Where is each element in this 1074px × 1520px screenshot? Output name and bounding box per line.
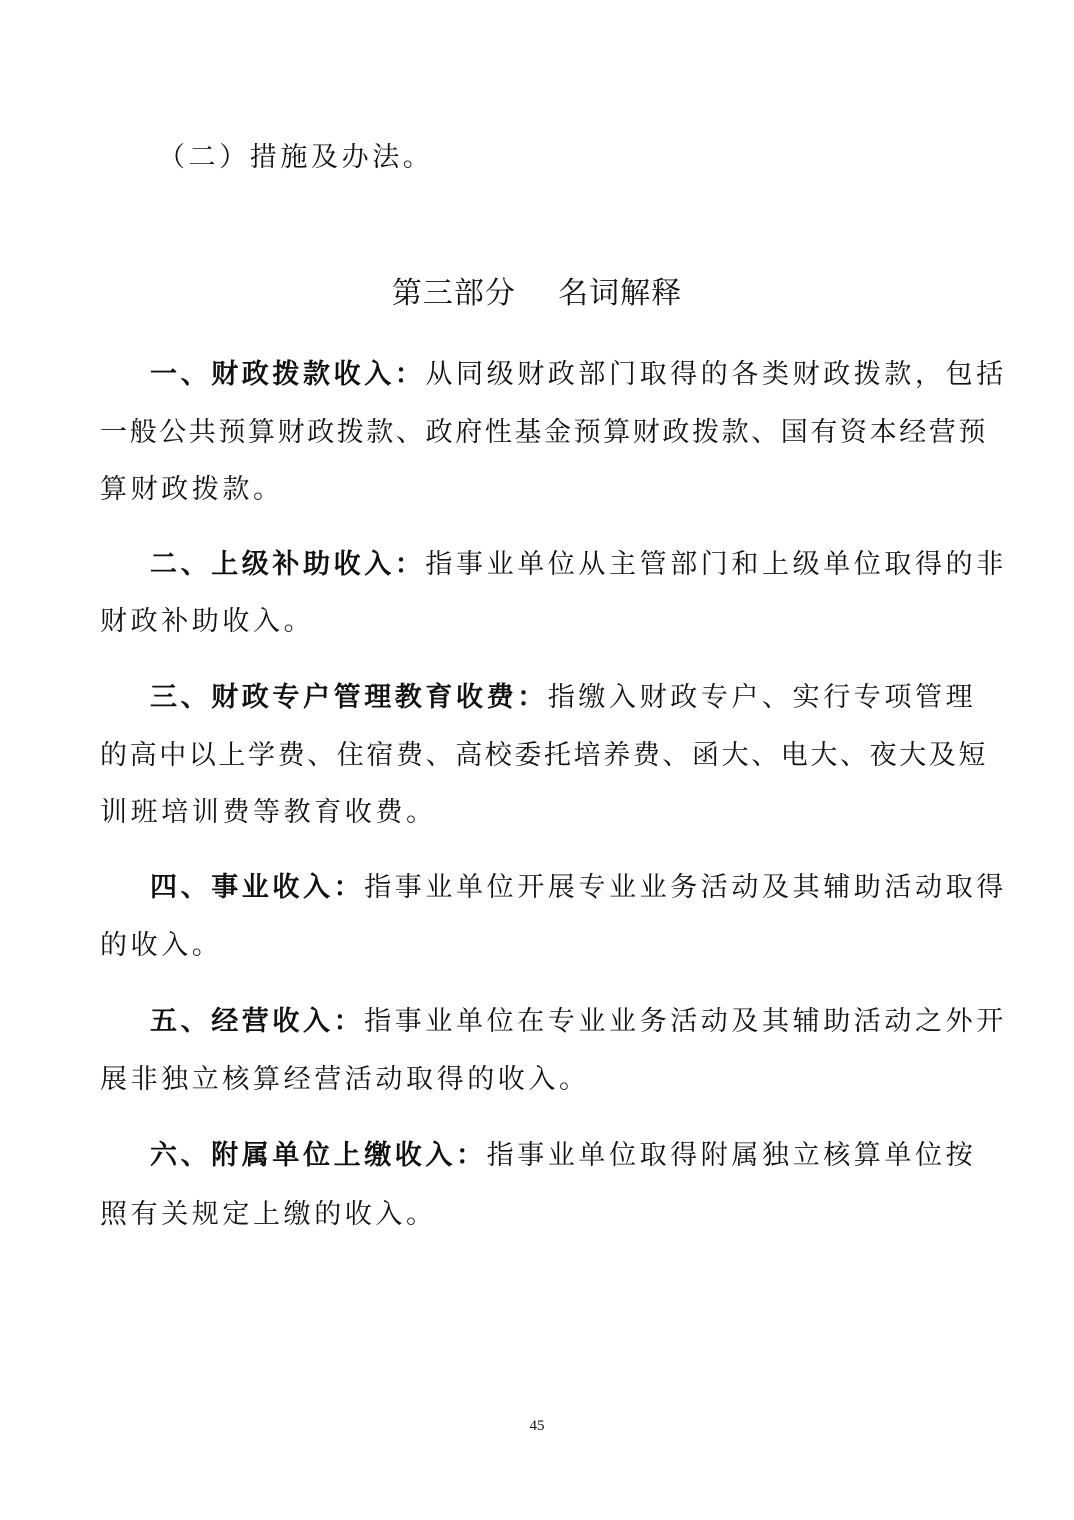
definition-text: 指事业单位开展专业业务活动及其辅助活动取得 (364, 872, 1007, 903)
subheading: （二）措施及办法。 (158, 142, 434, 173)
definition-text: 指事业单位取得附属独立核算单位按 (486, 1140, 977, 1171)
definition-5-line-1 (150, 1002, 1007, 1042)
definition-5-line-2: 展非独立核算经营活动取得的收入。 (100, 1064, 590, 1095)
definition-2-line-2: 财政补助收入。 (100, 606, 315, 637)
definition-1-line-2: 一般公共预算财政拨款、政府性基金预算财政拨款、国有资本经营预 (100, 417, 988, 448)
definition-text: 指事业单位从主管部门和上级单位取得的非 (425, 549, 1007, 580)
definition-4-line-2: 的收入。 (100, 930, 223, 961)
definition-text: 指缴入财政专户、实行专项管理 (547, 682, 977, 713)
definition-6-line-1 (150, 1136, 976, 1176)
definition-6-line-2: 照有关规定上缴的收入。 (100, 1199, 437, 1230)
definition-term: 一、财政拨款收入： (150, 359, 426, 390)
definition-1-line-3: 算财政拨款。 (100, 474, 284, 505)
definition-text: 指事业单位在专业业务活动及其辅助活动之外开 (364, 1006, 1007, 1037)
definition-3-line-2: 的高中以上学费、住宿费、高校委托培养费、函大、电大、夜大及短 (100, 740, 988, 771)
definition-3-line-1 (150, 678, 976, 718)
definition-4-line-1 (150, 868, 1007, 908)
definition-term: 三、财政专户管理教育收费： (150, 682, 548, 713)
page-number: 45 (529, 1418, 545, 1434)
definition-1-line-1 (150, 355, 1007, 395)
definition-term: 四、事业收入： (150, 872, 365, 903)
definition-2-line-1 (150, 545, 1007, 585)
section-title: 第三部分 名词解释 (391, 276, 683, 311)
definition-term: 五、经营收入： (150, 1006, 365, 1037)
definition-text: 从同级财政部门取得的各类财政拨款，包括 (425, 359, 1007, 390)
definition-3-line-3: 训班培训费等教育收费。 (100, 797, 437, 828)
definition-term: 六、附属单位上缴收入： (150, 1140, 487, 1171)
definition-term: 二、上级补助收入： (150, 549, 426, 580)
